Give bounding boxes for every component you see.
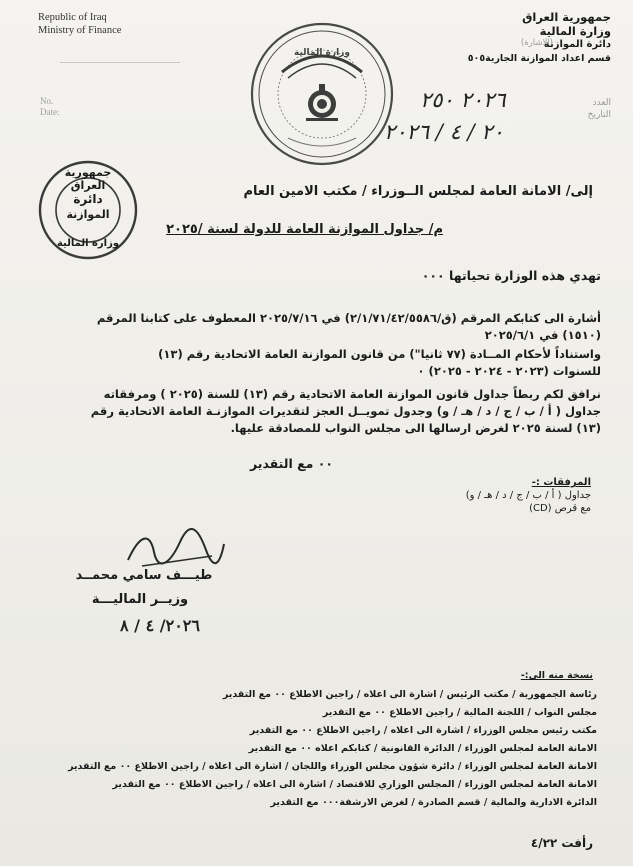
para2-line2: للسنوات (٢٠٢٣ - ٢٠٢٤ - ٢٠٢٥) ٠ [417, 364, 601, 378]
ar-number-date-labels [588, 97, 611, 121]
seal-center-text: وزارة المالية [294, 48, 350, 58]
copy-item: الامانة العامة لمجلس الوزراء / دائرة شؤون مجلس الوزراء واللجان / اشارة الى اعلاه / راجين الاطلاع ٠٠ مع التقدير [68, 761, 597, 772]
stamp-bottom-text: وزارة المالية [56, 238, 120, 249]
number-date-labels [40, 96, 60, 118]
para2-line1: واستناداً لأحكام المــادة (٧٧ ثانيا") من قانون الموازنة العامة الاتحادية رقم (١٣) [158, 347, 601, 361]
arabic-header [421, 10, 611, 66]
handwritten-number: ٢٠٢٦ ٢٥٠ [420, 88, 506, 112]
ar-section-label: قسم اعداد الموازنة الجارية٥٠٥ [467, 53, 611, 64]
signatory-title: وزيــر الماليـــة [91, 592, 189, 607]
para3-line1: نرافق لكم ربطاً جداول قانون الموازنة العامة الاتحادية رقم (١٣) للسنة (٢٠٢٥ ) ومرفقاته [103, 387, 601, 401]
stamp-middle-text-2: الموازنة [66, 208, 110, 221]
handwritten-signature-icon [120, 524, 230, 570]
signatory-name: طيـــف سامي محمــد [75, 568, 213, 583]
no-label: No. [40, 96, 54, 106]
copy-item: مكتب رئيس مجلس الوزراء / اشارة الى اعلاه / راجين الاطلاع ٠٠ مع التقدير [249, 725, 597, 736]
footer-initials: رأفت ٤/٢٢ [530, 836, 593, 850]
handwritten-date: ٢٠ / ٤ / ٢٠٢٦ [384, 120, 504, 144]
stamp-top-text: جمهورية العراق [64, 166, 112, 192]
english-header [38, 11, 198, 37]
attachments-title: المرفقات :- [531, 477, 591, 488]
para3-line3: (١٣) لسنة ٢٠٢٥ لغرض ارسالها الى مجلس النواب للمصادقة عليها. [230, 421, 601, 435]
copy-item: الامانة العامة لمجلس الوزراء / الدائرة القانونية / كتابكم اعلاه ٠٠ مع التقدير [248, 743, 597, 754]
letter-closing: ٠٠ مع التقدير [249, 456, 333, 471]
date-label: Date: [40, 107, 60, 117]
copies-title: نسخة منه الى:- [520, 670, 593, 681]
attachment-2: مع قرص (CD) [529, 503, 591, 514]
header-rule [60, 62, 180, 63]
copies-list [7, 688, 597, 810]
ar-ministry-label: وزارة المالية [539, 24, 611, 38]
copy-item: رئاسة الجمهورية / مكتب الرئيس / اشارة الى اعلاه / راجين الاطلاع ٠٠ مع التقدير [222, 689, 597, 700]
stamp-middle-text: دائرة [73, 192, 103, 206]
signature-date: ٢٠٢٦/ ٤ / ٨ [120, 616, 200, 635]
letter-paragraph-1 [31, 310, 601, 344]
attachment-1: جداول ( أ / ب / ج / د / هـ / و) [465, 490, 591, 501]
copy-item: الدائرة الادارية والمالية / قسم الصادرة / لغرض الارشفة٠٠٠ مع التقدير [270, 797, 597, 808]
ar-republic-label: جمهورية العراق [522, 10, 611, 24]
ministry-label: Ministry of Finance [38, 25, 122, 36]
republic-label: Republic of Iraq [38, 12, 107, 23]
copy-item: الامانة العامة لمجلس الوزراء / المجلس الوزاري للاقتصاد / اشارة الى اعلاه / راجين الاطلاع ٠٠ مع التقدير [112, 779, 597, 790]
para1-line1: أشارة الى كتابكم المرقم (ق/٢/١/٧١/٤٢/٥٥٨٦) في ٢٠٢٥/٧/١٦ المعطوف على كتابنا المرقم [96, 311, 601, 325]
ar-date-label: التاريخ [587, 110, 611, 120]
letter-recipient: إلى/ الامانة العامة لمجلس الــوزراء / مكتب الامين العام [243, 184, 593, 199]
ministry-emblem-seal-icon [248, 20, 396, 168]
attachments-block [391, 476, 591, 515]
para3-line2: جداول ( أ / ب / ج / د / هـ / و) وجدول تمويــل العجز لتقديرات الموازنـة العامة الاتحادية رقم [90, 404, 601, 418]
ar-no-label: العدد [592, 98, 611, 108]
letter-paragraph-2 [31, 346, 601, 380]
copy-item: مجلس النواب / اللجنة المالية / راجين الاطلاع ٠٠ مع التقدير [322, 707, 597, 718]
letter-paragraph-3 [26, 386, 601, 437]
para1-line2: (١٥١٠) في ٢٠٢٥/٦/١ [484, 328, 601, 342]
letter-subject: م/ جداول الموازنة العامة للدولة لسنة /٢٠٢٥ [166, 222, 443, 237]
ar-department-label: دائرة الموازنة [543, 39, 611, 50]
ar-ref-label: (الاشارة) [520, 38, 553, 48]
letter-greeting: تهدي هذه الوزارة تحياتها ٠٠٠ [421, 268, 601, 283]
